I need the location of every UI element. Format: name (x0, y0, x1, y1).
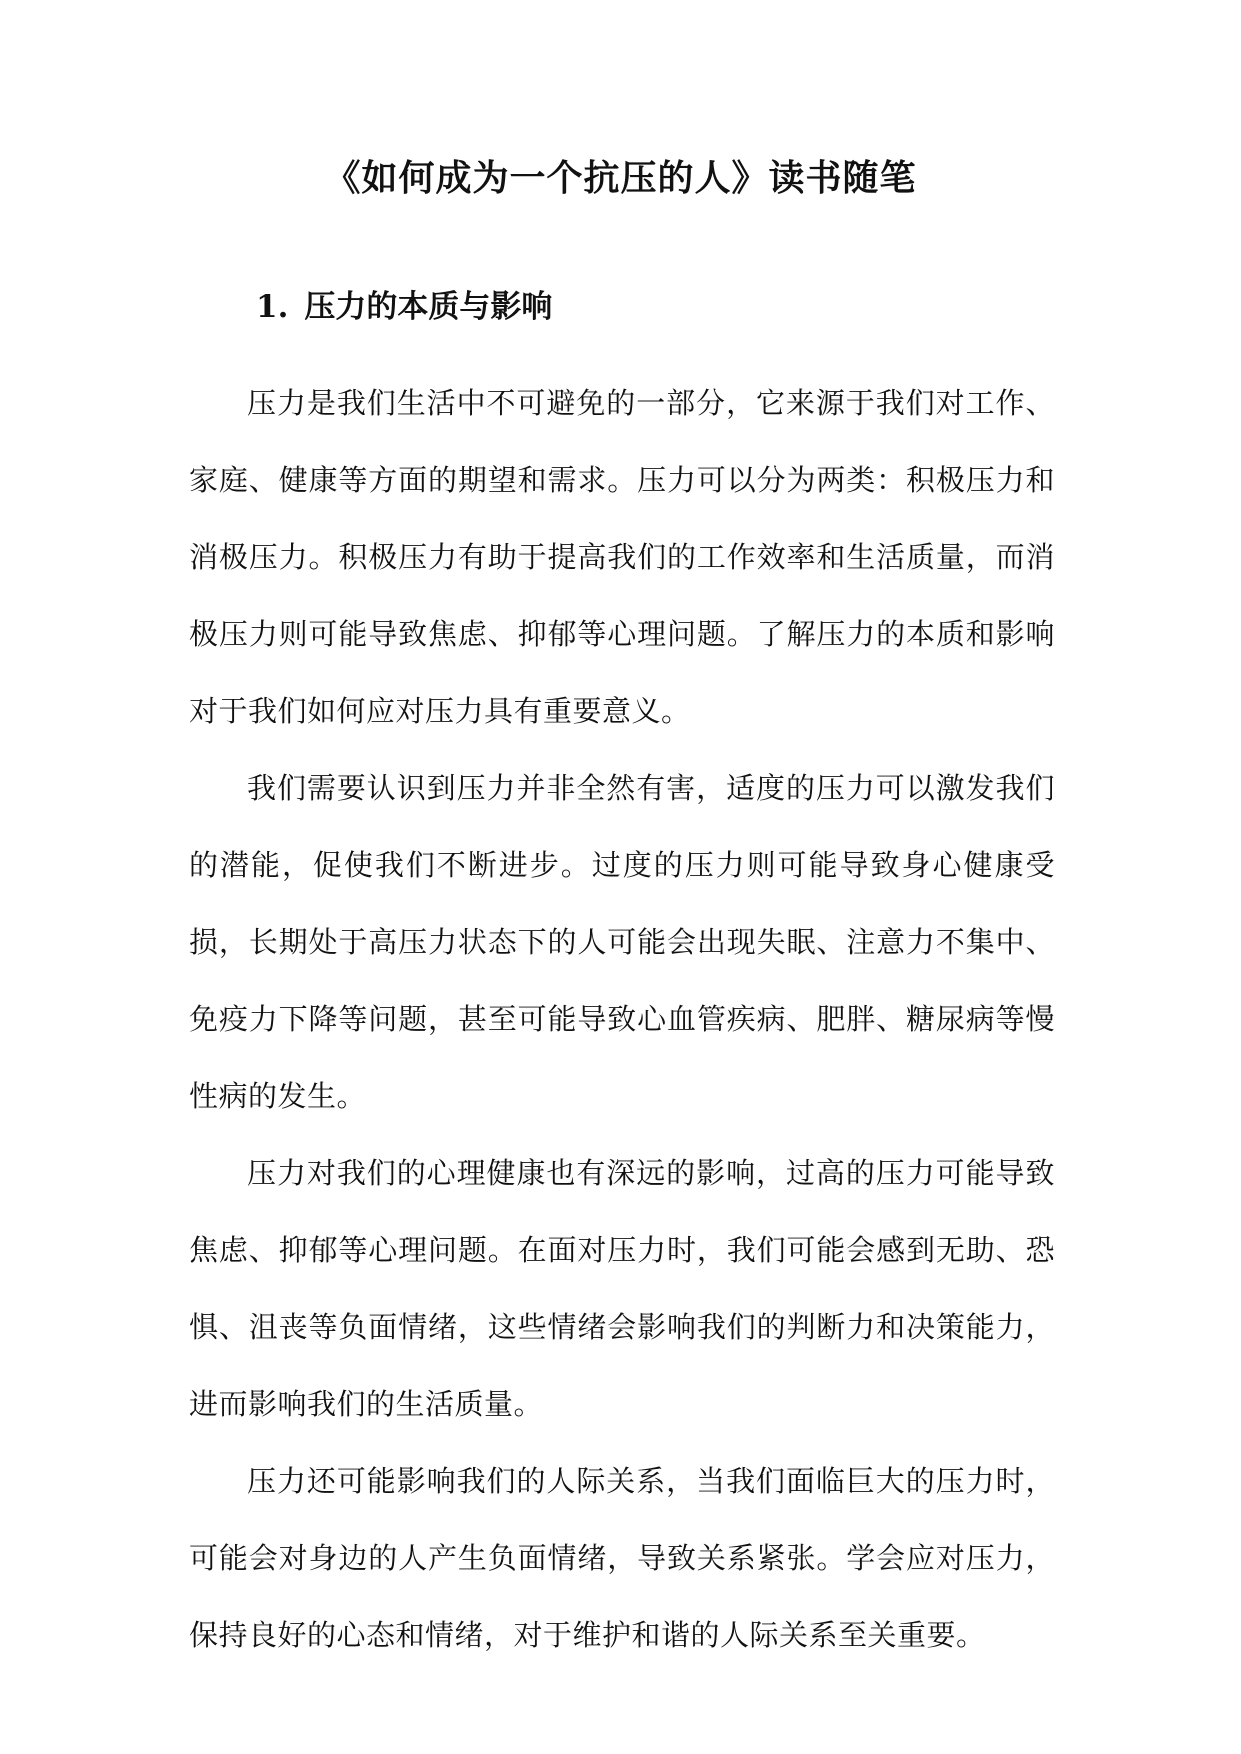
paragraph: 压力是我们生活中不可避免的一部分，它来源于我们对工作、家庭、健康等方面的期望和需求。压力可以分为两类：积极压力和消极压力。积极压力有助于提高我们的工作效率和生活质量，而消极压力则可能导致焦虑、抑郁等心理问题。了解压力的本质和影响对于我们如何应对压力具有重要意义。 (189, 386, 1055, 728)
section-heading (256, 282, 552, 332)
paragraph: 压力对我们的心理健康也有深远的影响，过高的压力可能导致焦虑、抑郁等心理问题。在面对压力时，我们可能会感到无助、恐惧、沮丧等负面情绪，这些情绪会影响我们的判断力和决策能力，进而影响我们的生活质量。 (189, 1156, 1055, 1421)
paragraph: 压力还可能影响我们的人际关系，当我们面临巨大的压力时，可能会对身边的人产生负面情绪，导致关系紧张。学会应对压力，保持良好的心态和情绪，对于维护和谐的人际关系至关重要。 (189, 1464, 1055, 1652)
paragraph: 我们需要认识到压力并非全然有害，适度的压力可以激发我们的潜能，促使我们不断进步。过度的压力则可能导致身心健康受损，长期处于高压力状态下的人可能会出现失眠、注意力不集中、免疫力下降等问题，甚至可能导致心血管疾病、肥胖、糖尿病等慢性病的发生。 (189, 771, 1055, 1113)
section-heading-text: 压力的本质与影响 (304, 289, 553, 325)
section-number: 1. (256, 289, 289, 325)
document-title: 《如何成为一个抗压的人》读书随笔 (324, 157, 917, 199)
document-body (189, 365, 1055, 1674)
